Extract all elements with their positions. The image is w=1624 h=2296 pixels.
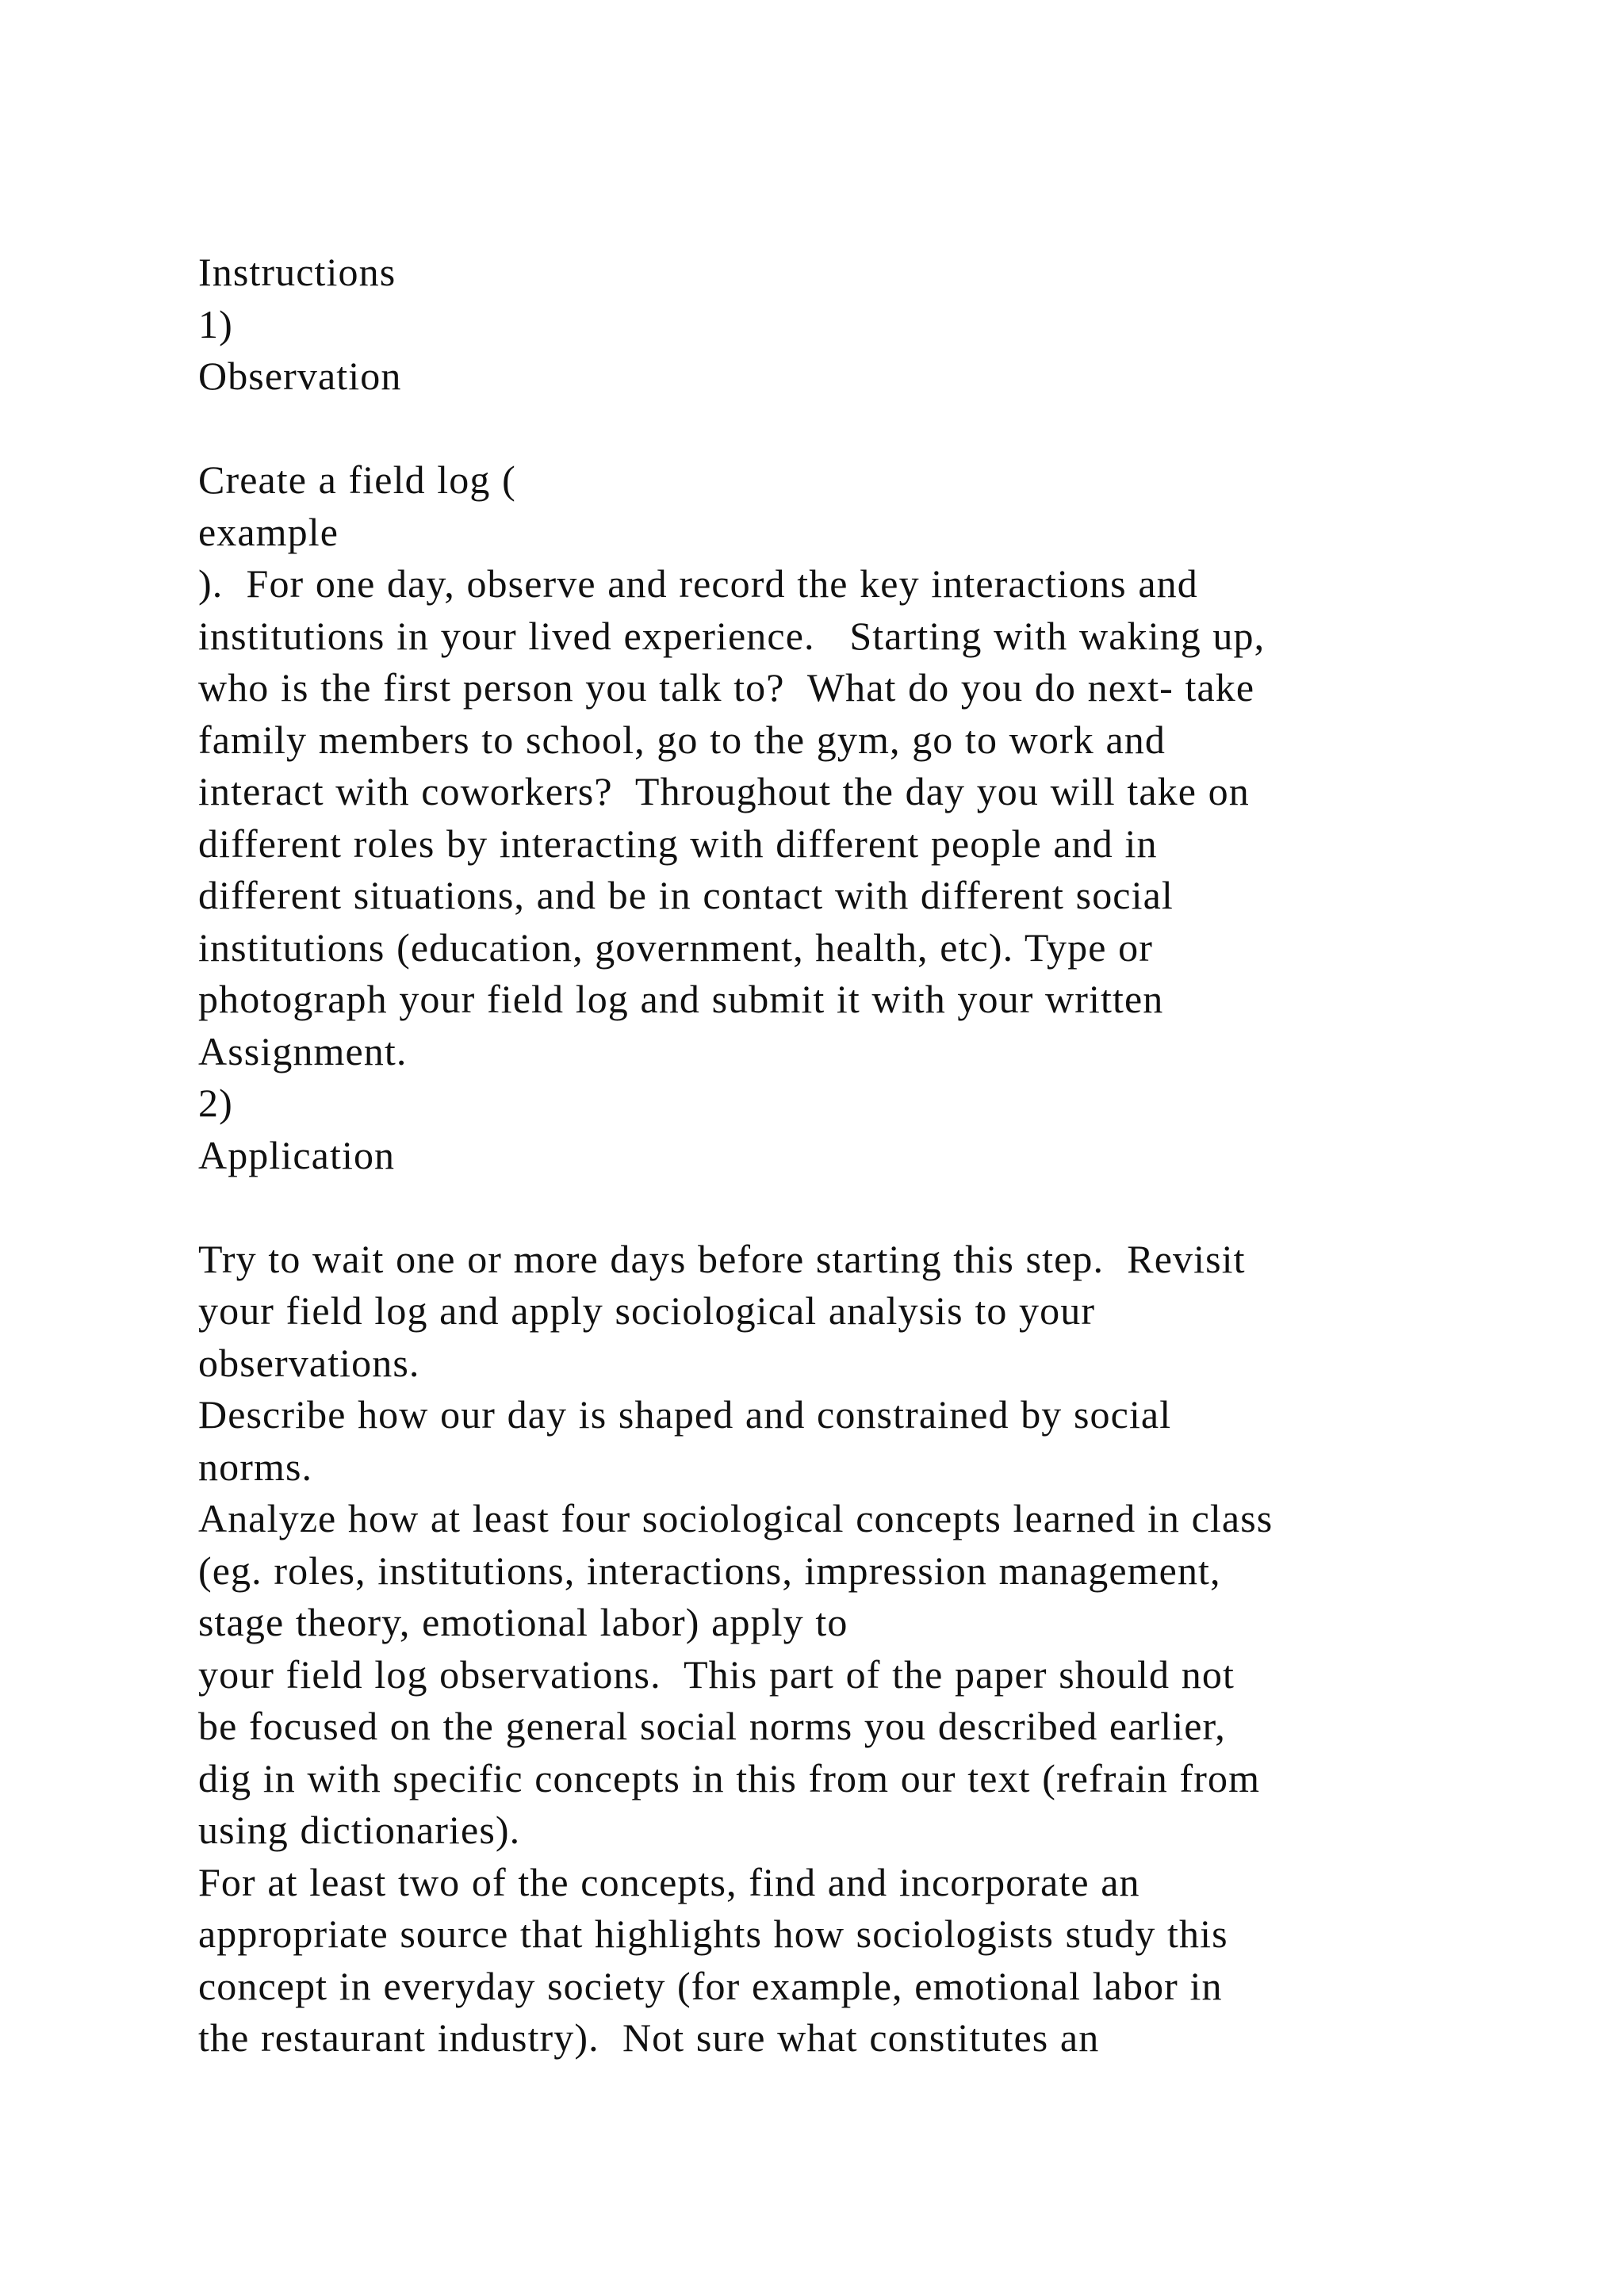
text-line-example: example	[198, 509, 339, 554]
text-line: concept in everyday society (for example, emotional labor in	[198, 1963, 1223, 2008]
text-line: different situations, and be in contact with different social	[198, 873, 1174, 917]
heading-instructions: Instructions	[198, 250, 396, 294]
text-line: dig in with specific concepts in this from our text (refrain from	[198, 1755, 1261, 1800]
text-line: using dictionaries).	[198, 1808, 521, 1852]
section-title-observation: Observation	[198, 354, 402, 398]
text-line: (eg. roles, institutions, interactions, impression management,	[198, 1548, 1221, 1593]
text-line: Try to wait one or more days before starting this step. Revisit	[198, 1236, 1246, 1281]
text-line: your field log observations. This part of the paper should not	[198, 1651, 1235, 1697]
text-line: ). For one day, observe and record the key interactions and	[198, 561, 1198, 606]
text-line: observations.	[198, 1340, 420, 1385]
text-line: For at least two of the concepts, find and incorporate an	[198, 1859, 1140, 1904]
text-line: who is the first person you talk to? What do you do next- take	[198, 665, 1255, 710]
text-line: institutions in your lived experience. Starting with waking up,	[198, 613, 1266, 658]
text-line: norms.	[198, 1444, 313, 1489]
text-line: stage theory, emotional labor) apply to	[198, 1600, 848, 1644]
section-title-application: Application	[198, 1132, 396, 1177]
text-line: Describe how our day is shaped and constrained by social	[198, 1392, 1172, 1437]
text-line: interact with coworkers? Throughout the day you will take on	[198, 769, 1250, 813]
text-line: family members to school, go to the gym, go to work and	[198, 717, 1166, 762]
blank-line	[198, 1181, 1546, 1234]
document-body	[198, 247, 1546, 2064]
text-line: different roles by interacting with different people and in	[198, 821, 1158, 866]
text-line: Analyze how at least four sociological concepts learned in class	[198, 1496, 1274, 1540]
text-line: institutions (education, government, health, etc). Type or	[198, 924, 1153, 970]
text-line: your field log and apply sociological analysis to your	[198, 1288, 1096, 1333]
text-line: the restaurant industry). Not sure what constitutes an	[198, 2015, 1100, 2060]
section-number-2: 2)	[198, 1081, 233, 1125]
text-line: Assignment.	[198, 1028, 408, 1073]
text-line: be focused on the general social norms you described earlier,	[198, 1704, 1226, 1748]
text-line: appropriate source that highlights how sociologists study this	[198, 1911, 1228, 1956]
section-number-1: 1)	[198, 301, 233, 346]
text-line: Create a field log (	[198, 457, 516, 502]
text-line: photograph your field log and submit it with your written	[198, 977, 1164, 1021]
blank-line	[198, 403, 1546, 455]
